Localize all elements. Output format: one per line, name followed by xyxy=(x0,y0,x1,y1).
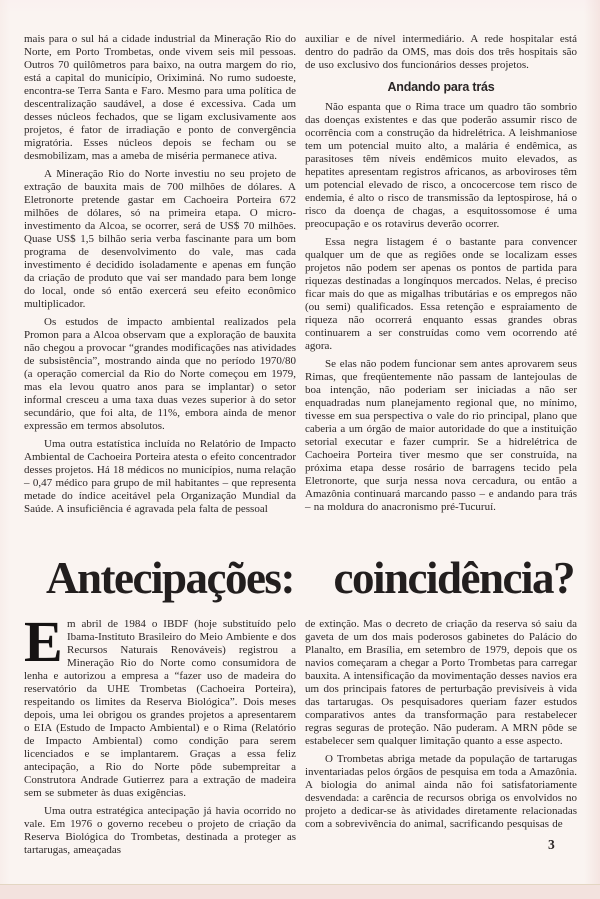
body-paragraph: Uma outra estratégica antecipação já havia ocorrido no vale. Em 1976 o governo recebeu o projeto de criação da Reserva Biológica do Trombetas, destinada a proteger as tartarugas, ameaçadas xyxy=(24,805,296,856)
page-edge-bottom xyxy=(0,884,600,899)
headline-word-left: Antecipações: xyxy=(46,553,294,603)
body-paragraph: Os estudos de impacto ambiental realizados pela Promon para a Alcoa observam que a exploração de bauxita não chegou a provocar “grandes modificações nas atividades de subsistência”, mostrando ainda que no período 1970/80 (a operação comercial da Rio do Norte começou em 1979, mas ela levou quatro anos para se implantar) o setor informal cresceu a uma taxa duas vezes superior à do setor secundário, que foi alta, de 11%, embora ainda de menor expressão em termos absolutos. xyxy=(24,316,296,432)
body-paragraph: Se elas não podem funcionar sem antes aprovarem seus Rimas, que freqüentemente não passam de lantejoulas de boa intenção, não poderiam ser iniciadas a não ser enquadradas num planejamento regional que, no mínimo, tivesse em sua perspectiva o vale do rio principal, plano que caberia a um órgão de maior autoridade do que a instituição setorial executar e fazer cumprir. Se a hidrelétrica de Cachoeira Porteira tiver mesmo que ser construída, na próxima etapa desse rosário de barragens tecido pela Eletronorte, que surja nessa nova cercadura, ou então a Amazônia continuará marcando passo – e andando para trás – na moldura do anacronismo pré-Tucuruí. xyxy=(305,358,577,513)
body-paragraph: de extinção. Mas o decreto de criação da reserva só saiu da gaveta de um dos mais poderosos gabinetes do Palácio do Planalto, em Brasília, em setembro de 1979, depois que os navios começaram a chegar a Porto Trombetas para carregar bauxita. A intensificação da movimentação desses navios era um dos principais fatores de perturbação previsíveis à vida das tartarugas. Os pesquisadores queriam fazer estudos comparativos antes da transformação para restabelecer regras seguras de proteção. Não puderam. A MRN pôde se estabelecer sem qualquer limitação quanto a esse aspecto. xyxy=(305,618,577,747)
body-paragraph: Não espanta que o Rima trace um quadro tão sombrio das doenças existentes e das que poderão assumir risco de ocorrência com a construção da hidrelétrica. A leishmaniose tem um potencial muito alto, a malária é endêmica, as parasitoses têm níveis endêmicos muito elevados, as hepatites apresentam registros africanos, as arboviroses têm um potencial elevado de risco, a oncocercose tem risco de endemia, é alto o risco de transmissão da leptospirose, há o risco da doença de chagas, a esquitossomose é uma preocupação e os rotavirus deverão ocorrer. xyxy=(305,101,577,230)
body-paragraph: O Trombetas abriga metade da população de tartarugas inventariadas pelos órgãos de pesquisa em toda a Amazônia. A biologia do animal ainda não foi satisfatoriamente desvendada: a carência de recursos obriga os envolvidos no projeto a dedicar-se às atividades diretamente relacionadas com a sobrevivência do animal, sacrificando pesquisas de xyxy=(305,753,577,830)
lead-paragraph xyxy=(24,609,296,800)
body-paragraph: Uma outra estatística incluída no Relatório de Impacto Ambiental de Cachoeira Porteira atesta o efeito concentrador desses projetos. Há 18 médicos no municípios, numa relação – 0,47 médico para grupo de mil habitantes – que representa metade do índice aceitável pela Organização Mundial da Saúde. A insuficiência é agravada pela falta de pessoal xyxy=(24,438,296,515)
body-paragraph: auxiliar e de nível intermediário. A rede hospitalar está dentro do padrão da OMS, mas dois dos três hospitais são de uso exclusivo dos funcionários desses projetos. xyxy=(305,33,577,71)
lead-paragraph-text: m abril de 1984 o IBDF (hoje substituído pelo Ibama-Instituto Brasileiro do Meio Ambiente e dos Recursos Naturais Renováveis) registrou a Mineração Rio do Norte como consumidora de lenha e autorizou a empresa a “fazer uso de madeira do reservatório da UHE Trombetas (Cachoeira Porteira), respeitando os limites da Reserva Biológica”. Dois meses depois, uma lei obrigou os grandes projetos a apresentarem o EIA (Estudo de Impacto Ambiental) e o Rima (Relatório de Impacto Ambiental) como condição para serem licenciados e se implantarem. Graças a essa feliz antecipação, a Rio do Norte pôde subempreitar a Construtora Andrade Gutierrez para a extração de madeira sem se submeter às duas exigências. xyxy=(24,618,296,799)
top-right-column xyxy=(305,33,577,519)
article-headline xyxy=(46,553,574,603)
bottom-left-column xyxy=(24,609,296,862)
section-heading: Andando para trás xyxy=(387,80,495,94)
headline-word-right: coincidência? xyxy=(333,553,574,603)
bottom-right-column xyxy=(305,618,577,836)
page-number: 3 xyxy=(548,837,555,852)
drop-cap: E xyxy=(24,609,63,674)
body-paragraph: A Mineração Rio do Norte investiu no seu projeto de extração de bauxita mais de 700 milhões de dólares. A Eletronorte pretende gastar em Cachoeira Porteira 672 milhões de dólares, só na primeira etapa. O micro-investimento da Alcoa, se ocorrer, será de US$ 70 milhões. Quase US$ 1,5 bilhão seria verba fascinante para um bom programa de desenvolvimento do vale, mas cada investimento é decidido isoladamente e apenas em função da criação de produto que vai ser mandado para bem longe do local, onde só então exercerá seu efeito econômico multiplicador. xyxy=(24,168,296,310)
top-left-column xyxy=(24,33,296,521)
body-paragraph: Essa negra listagem é o bastante para convencer qualquer um de que as regiões onde se localizam esses projetos não podem ser apenas os pontos de partida para riquezas destinadas a longínquos mercados. Nelas, é preciso ficar mais do que as migalhas tributárias e os empregos não (ou semi) qualificados. Essa retenção e espraiamento de riqueza não ocorrerá enquanto essas grandes obras continuarem a ser construídas como vem ocorrendo até agora. xyxy=(305,236,577,352)
body-paragraph: mais para o sul há a cidade industrial da Mineração Rio do Norte, em Porto Trombetas, onde vivem seis mil pessoas. Outros 70 quilômetros para baixo, na outra margem do rio, está a capital do município, Oriximiná. No rumo sudoeste, encontra-se Terra Santa e Faro. Mesmo para uma política de descentralização saudável, a dose é excessiva. Cada um desses núcleos fechados, que se ligam exclusivamente aos projetos, é fator de irradiação e ponto de convergência migratória. Esses núcleos depois se fecham ou se desmobilizam, mas a ameba de miséria permanece ativa. xyxy=(24,33,296,162)
